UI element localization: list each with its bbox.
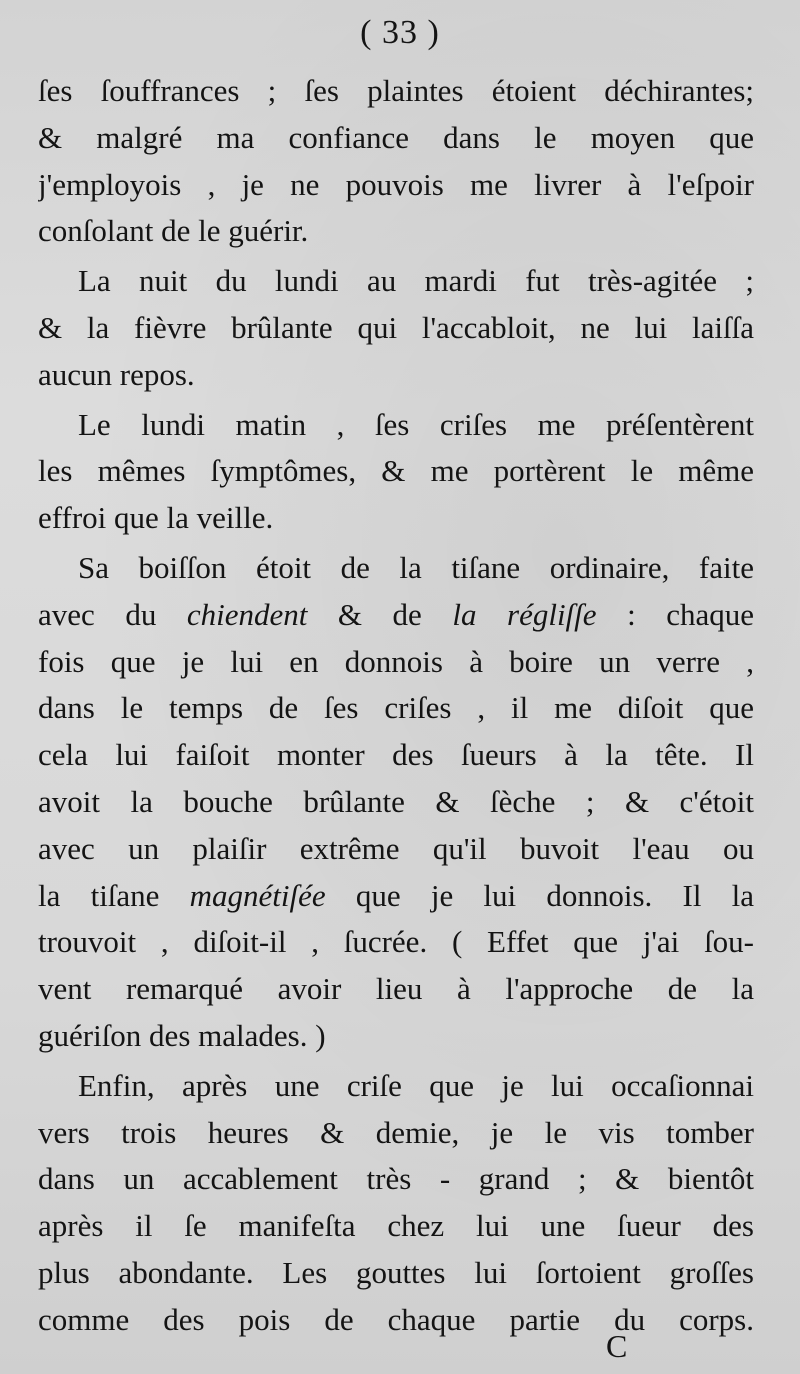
text-fragment: : chaque [596,596,754,632]
paragraph-4 [38,545,754,1060]
text-line: & malgré ma confiance dans le moyen que [38,119,754,155]
text-line: effroi que la veille. [38,500,274,536]
text-line-with-italics [38,592,754,639]
page-number: ( 33 ) [360,14,440,51]
text-fragment: & de [307,596,453,632]
paragraph-3 [38,402,754,542]
italic-term-magnetisee: magnétiſée [189,877,326,913]
text-fragment: la tiſane [38,877,190,913]
text-line: dans un accablement très - grand ; & bientôt [38,1161,754,1197]
text-line: comme des pois de chaque partie du corps. [38,1301,754,1337]
text-line: les mêmes ſymptômes, & me portèrent le même [38,453,754,489]
text-fragment: avec du [38,596,187,632]
text-line: vent remarqué avoir lieu à l'approche de la [38,971,754,1007]
text-line: avoit la bouche brûlante & ſèche ; & c'étoit [38,783,754,819]
text-line-with-italics [38,873,754,920]
text-line: aucun repos. [38,356,195,392]
paragraph-5 [38,1063,754,1344]
text-line: conſolant de le guérir. [38,213,309,249]
body-text [38,68,754,1344]
text-line: plus abondante. Les gouttes lui ſortoient groſſes [38,1254,754,1290]
text-line: & la fièvre brûlante qui l'accabloit, ne lui laiſſa [38,309,754,345]
text-line: Le lundi matin , ſes criſes me préſentèrent [78,406,754,442]
italic-term-chiendent: chiendent [186,596,308,632]
text-line: vers trois heures & demie, je le vis tomber [38,1114,754,1150]
italic-term-reglisse: la régliſſe [452,596,597,632]
paragraph-1 [38,68,754,255]
text-line: Enfin, après une criſe que je lui occaſionnai [78,1067,754,1103]
text-line: cela lui faiſoit monter des ſueurs à la tête. Il [38,737,754,773]
paragraph-2 [38,258,754,398]
text-line: guériſon des malades. ) [38,1017,326,1053]
text-line: fois que je lui en donnois à boire un verre , [38,643,754,679]
text-line: ſes ſouffrances ; ſes plaintes étoient déchirantes; [38,73,754,108]
text-line: trouvoit , diſoit-il , ſucrée. ( Effet que j'ai ſou- [38,924,754,960]
text-line: avec un plaiſir extrême qu'il buvoit l'eau ou [38,830,754,866]
text-line: Sa boiſſon étoit de la tiſane ordinaire, faite [78,549,754,585]
text-line: j'employois , je ne pouvois me livrer à l'eſpoir [38,166,754,202]
text-line: dans le temps de ſes criſes , il me diſoit que [38,690,754,726]
signature-mark: C [606,1328,628,1364]
text-line: La nuit du lundi au mardi fut très-agitée ; [78,263,754,299]
text-fragment: que je lui donnois. Il la [325,877,754,913]
text-line: après il ſe manifeſta chez lui une ſueur des [38,1208,754,1244]
